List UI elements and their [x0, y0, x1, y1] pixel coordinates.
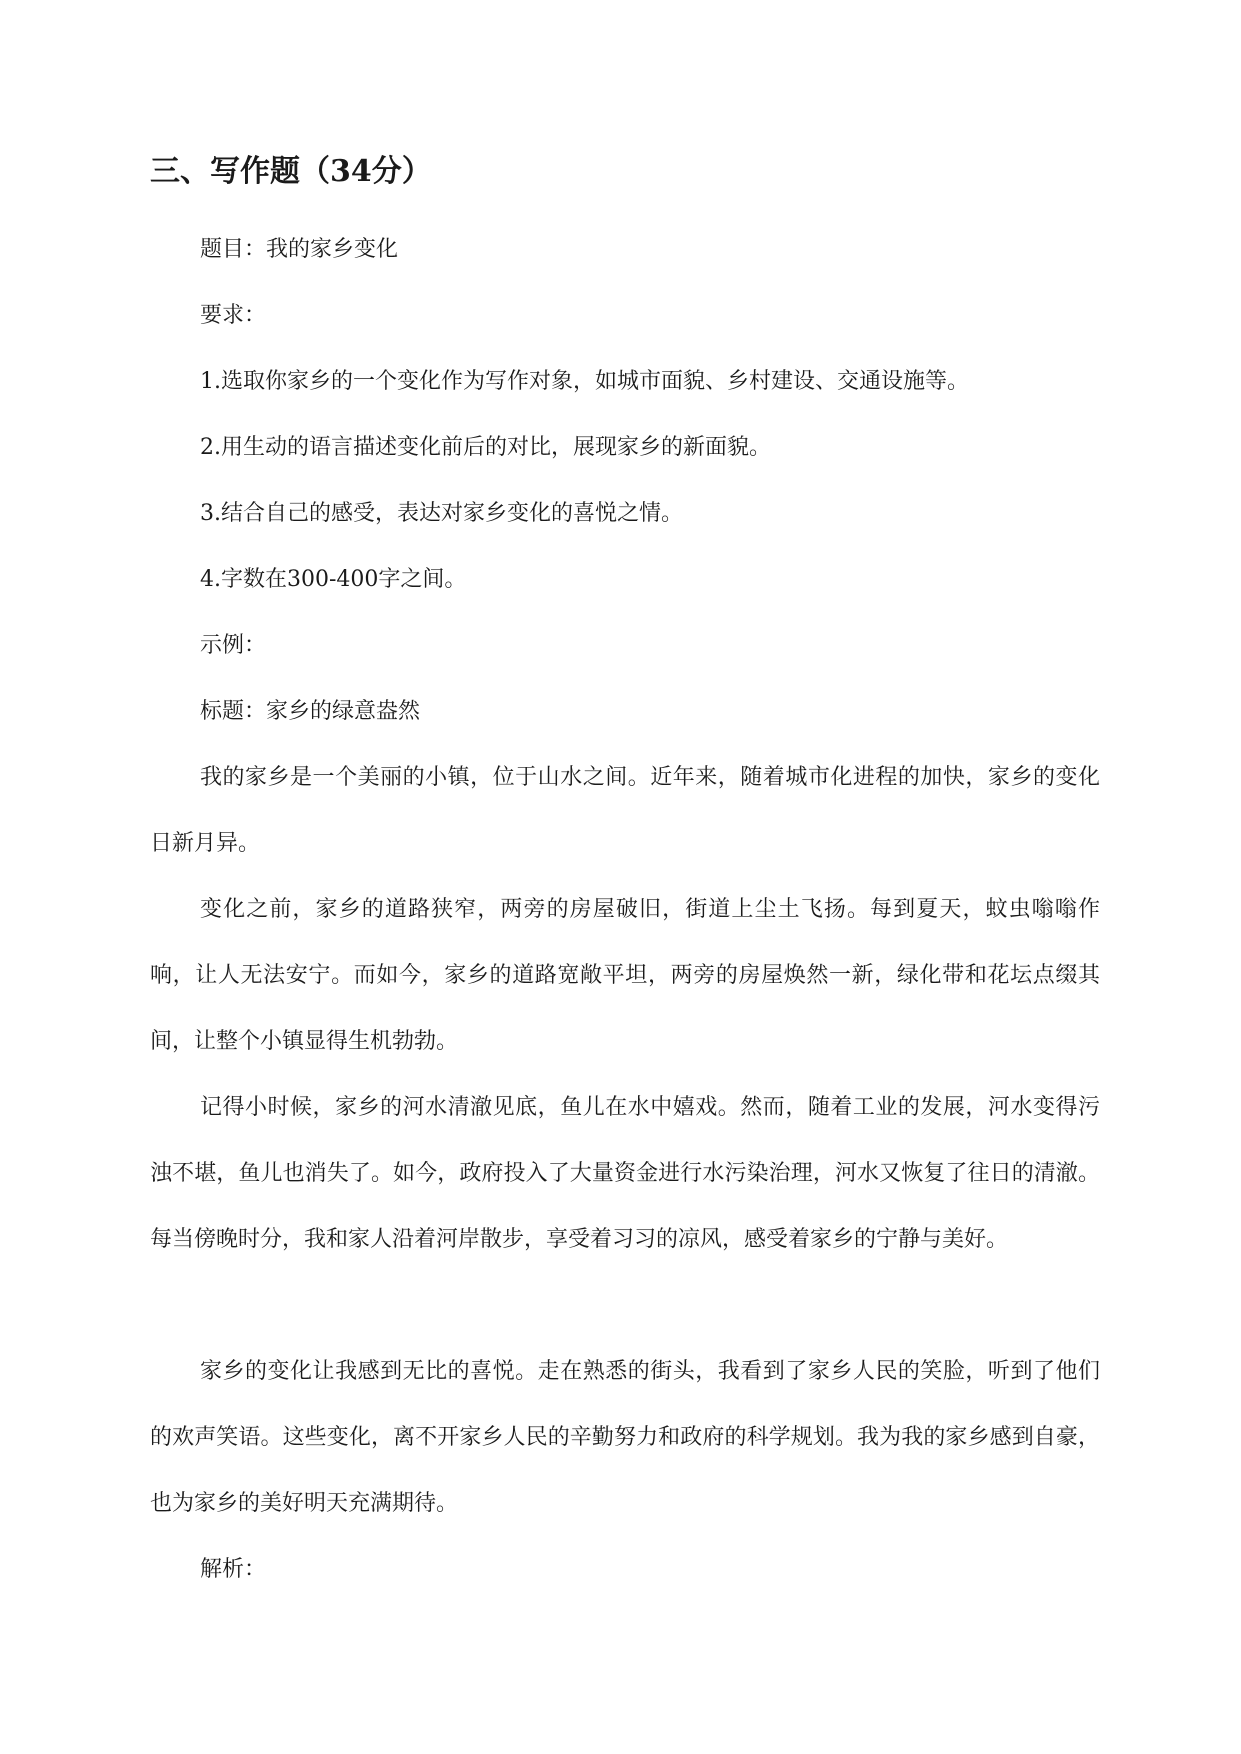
analysis-label: 解析： — [200, 1557, 267, 1582]
requirement-item-2: 2.用生动的语言描述变化前后的对比，展现家乡的新面貌。 — [200, 435, 771, 460]
example-label: 示例： — [200, 633, 267, 658]
example-title: 标题：家乡的绿意盎然 — [200, 699, 421, 724]
requirements-label: 要求： — [200, 303, 267, 328]
example-paragraph-1: 我的家乡是一个美丽的小镇，位于山水之间。近年来，随着城市化进程的加快，家乡的变化日新月异。 — [150, 765, 1100, 856]
requirement-item-4: 4.字数在300-400字之间。 — [200, 567, 467, 592]
example-paragraph-2: 变化之前，家乡的道路狭窄，两旁的房屋破旧，街道上尘土飞扬。每到夏天，蚊虫嗡嗡作响，让人无法安宁。而如今，家乡的道路宽敞平坦，两旁的房屋焕然一新，绿化带和花坛点缀其间，让整个小镇显得生机勃勃。 — [150, 897, 1100, 1054]
topic-line: 题目：我的家乡变化 — [200, 237, 399, 262]
example-paragraph-4: 家乡的变化让我感到无比的喜悦。走在熟悉的街头，我看到了家乡人民的笑脸，听到了他们的欢声笑语。这些变化，离不开家乡人民的辛勤努力和政府的科学规划。我为我的家乡感到自豪，也为家乡的美好明天充满期待。 — [150, 1359, 1100, 1516]
requirement-item-3: 3.结合自己的感受，表达对家乡变化的喜悦之情。 — [200, 501, 683, 526]
section-heading: 三、写作题（34分） — [150, 154, 432, 189]
requirement-item-1: 1.选取你家乡的一个变化作为写作对象，如城市面貌、乡村建设、交通设施等。 — [200, 369, 969, 394]
example-paragraph-3: 记得小时候，家乡的河水清澈见底，鱼儿在水中嬉戏。然而，随着工业的发展，河水变得污浊不堪，鱼儿也消失了。如今，政府投入了大量资金进行水污染治理，河水又恢复了往日的清澈。每当傍晚时分，我和家人沿着河岸散步，享受着习习的凉风，感受着家乡的宁静与美好。 — [150, 1095, 1100, 1252]
